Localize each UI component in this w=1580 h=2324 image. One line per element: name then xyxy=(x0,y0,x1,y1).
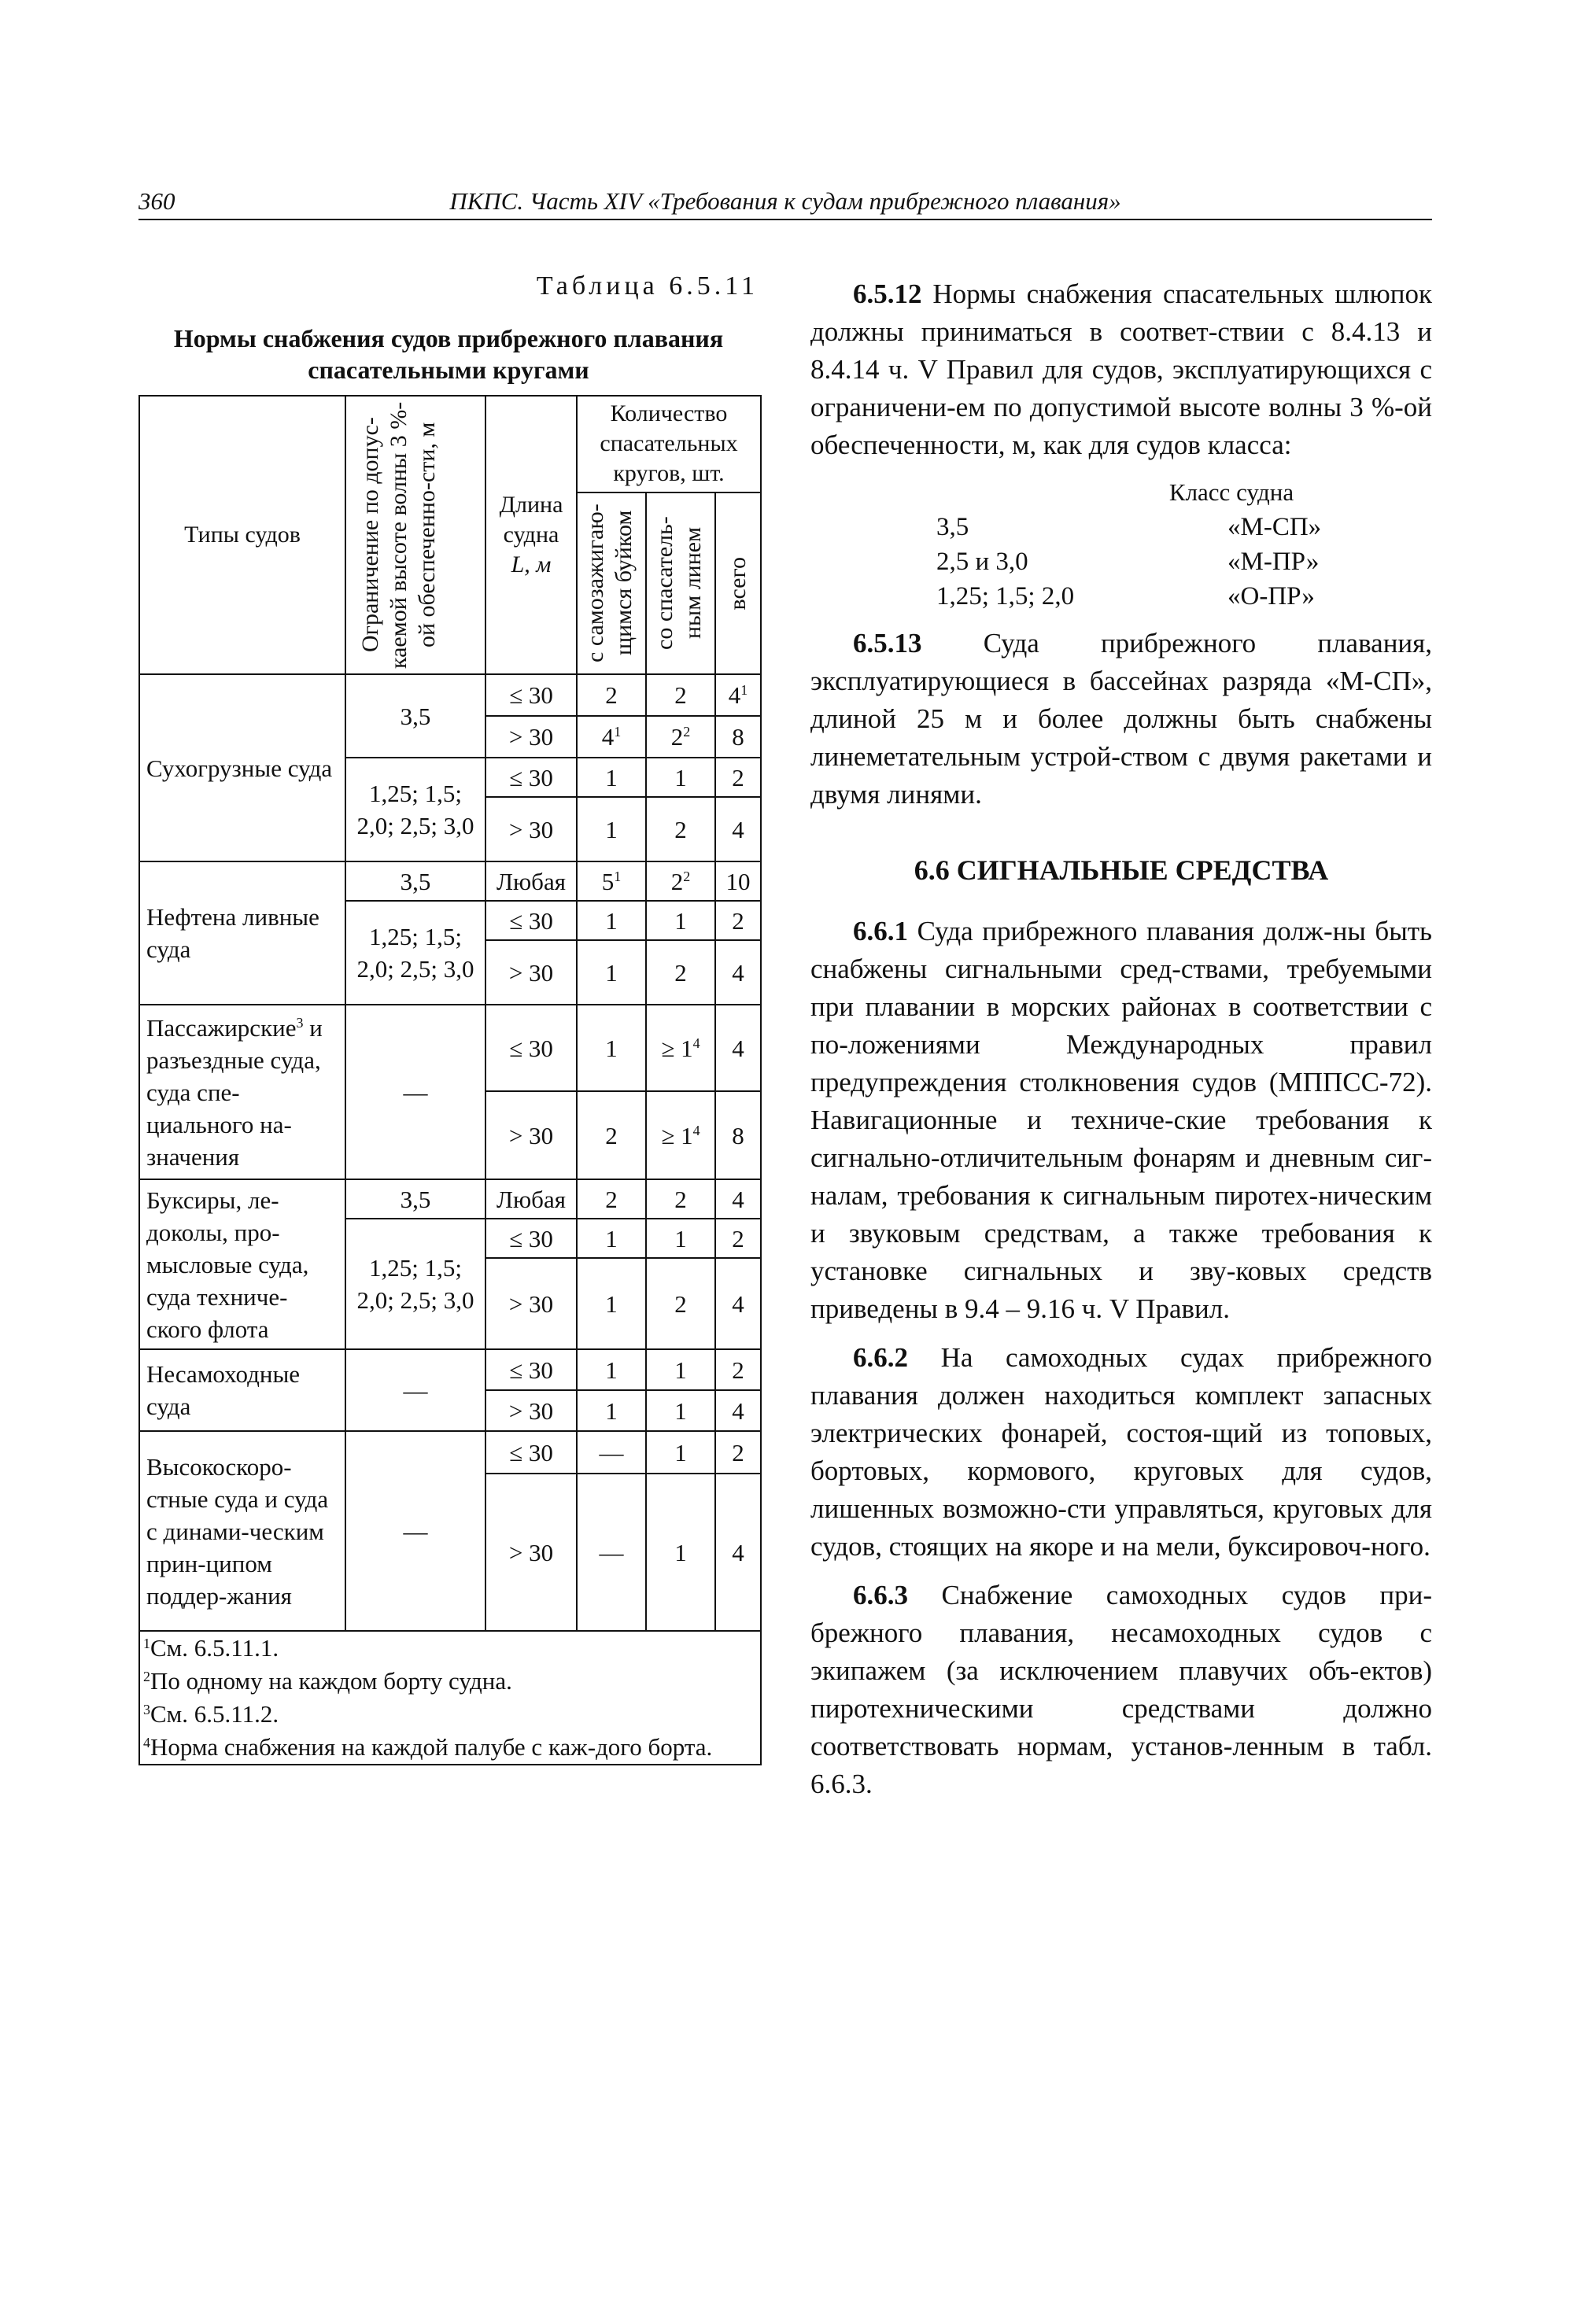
header-quantity: Количество спасательных кругов, шт. xyxy=(577,396,761,492)
list-item: 3,5 «М-СП» xyxy=(936,513,1322,541)
table-row: > 30 1 2 4 xyxy=(139,797,761,861)
section-heading: 6.6 СИГНАЛЬНЫЕ СРЕДСТВА xyxy=(914,854,1329,886)
footnote: $^2$По одному на каждом борту судна. xyxy=(143,1667,512,1695)
right-column xyxy=(810,275,1432,1814)
table-row: > 30 $4^1$ $2^2$ 8 xyxy=(139,716,761,758)
header-self-igniting: с самозажигаю-щимся буйком xyxy=(577,492,646,674)
table-row: > 30 1 2 4 xyxy=(139,940,761,1005)
header-total: всего xyxy=(715,492,761,674)
ship-type-passenger: Пассажирские$^3$ и разъездные суда, суда спе-циального на-значения xyxy=(139,1005,345,1179)
table-row: > 30 — 1 4 xyxy=(139,1474,761,1631)
table-footnotes xyxy=(139,1631,761,1765)
table-row: Буксиры, ле-доколы, про-мысловые суда, суда техниче-ского флота 3,5 Любая 2 2 4 xyxy=(139,1179,761,1219)
footnote: $^1$См. 6.5.11.1. xyxy=(143,1634,279,1662)
ship-type-oil: Нефтена ливные суда xyxy=(139,861,345,1005)
ship-type-highspeed: Высокоскоро-стные суда и суда с динами-ческим прин-ципом поддер-жания xyxy=(139,1431,345,1631)
table-row: > 30 1 2 4 xyxy=(139,1258,761,1349)
lifebuoy-norms-table xyxy=(138,395,762,1765)
header-with-line: со спасатель-ным линем xyxy=(646,492,715,674)
table-row: 1,25; 1,5; 2,0; 2,5; 3,0 ≤ 30 1 1 2 xyxy=(139,758,761,797)
table-title: Нормы снабжения судов прибрежного плавания спасательными кругами xyxy=(173,324,724,384)
paragraph-6-6-1: 6.6.1 Суда прибрежного плавания долж-ны быть снабжены сигнальными сред-ствами, требуемыми при плавании в морских районах в соответствии с по-ложениями Международных правил предупреждения столкновения судов (МППСС-72). Навигационные и техниче-ские требования к сигнально-отличительным фонарям и дневным сиг-налам, требования к сигнальным пиротех-ническим и звуковым средствам, а также требования к установке сигнальных и зву-ковых средств приведены в 9.4 – 9.16 ч. V Правил. xyxy=(810,916,1432,1324)
page-number: 360 xyxy=(138,187,175,215)
list-item: 2,5 и 3,0 «М-ПР» xyxy=(936,548,1320,576)
table-row: 1,25; 1,5; 2,0; 2,5; 3,0 ≤ 30 1 1 2 xyxy=(139,901,761,940)
table-row: > 30 1 1 4 xyxy=(139,1390,761,1431)
running-header xyxy=(138,187,1432,220)
table-row: > 30 2 ≥ $1^4$ 8 xyxy=(139,1091,761,1179)
ship-type-tugs: Буксиры, ле-доколы, про-мысловые суда, суда техниче-ского флота xyxy=(139,1179,345,1349)
ship-type-cargo: Сухогрузные суда xyxy=(139,674,345,861)
header-length: Длина судна L, м xyxy=(485,396,577,674)
table-row: Пассажирские$^3$ и разъездные суда, суда спе-циального на-значения — ≤ 30 1 ≥ $1^4$ 4 xyxy=(139,1005,761,1091)
header-types: Типы судов xyxy=(139,396,345,674)
paragraph-6-6-3: 6.6.3 Снабжение самоходных судов при-брежного плавания, несамоходных судов с экипажем (за исключением плавучих объ-ектов) пиротехническими средствами должно соответствовать нормам, установ-ленным в табл. 6.6.3. xyxy=(810,1580,1433,1799)
paragraph-6-6-2: 6.6.2 На самоходных судах прибрежного плавания должен находиться комплект запасных электрических фонарей, состоя-щий из топовых, бортовых, кормового, круговых для судов, лишенных возможно-сти управляться, круговых для судов, стоящих на якоре и на мели, буксировоч-ного. xyxy=(810,1342,1432,1562)
list-item: 1,25; 1,5; 2,0 «О-ПР» xyxy=(936,582,1315,611)
header-wave-limit: Ограничение по допус-каемой высоте волны 3 %-ой обеспеченно-сти, м xyxy=(345,396,485,674)
running-title: ПКПС. Часть XIV «Требования к судам прибрежного плавания» xyxy=(449,187,1121,215)
table-row: Нефтена ливные суда 3,5 Любая $5^1$ $2^2$ 10 xyxy=(139,861,761,901)
table-row: Высокоскоро-стные суда и суда с динами-ческим прин-ципом поддер-жания — ≤ 30 — 1 2 xyxy=(139,1431,761,1474)
paragraph-6-5-13: 6.5.13 Суда прибрежного плавания, эксплуатирующиеся в бассейнах разряда «М-СП», длиной 25 м и более должны быть снабжены линеметательным устрой-ством с двумя ракетами и двумя линями. xyxy=(810,628,1433,810)
ship-class-table: Класс судна 3,5 «М-СП» 2,5 и 3,0 «М-ПР» 1,25; 1,5; 2,0 «О-ПР» xyxy=(810,475,1432,614)
footnote: $^3$См. 6.5.11.2. xyxy=(143,1700,279,1728)
table-row: Сухогрузные суда 3,5 ≤ 30 2 2 $4^1$ xyxy=(139,674,761,716)
table-row: 1,25; 1,5; 2,0; 2,5; 3,0 ≤ 30 1 1 2 xyxy=(139,1219,761,1258)
ship-type-nonself: Несамоходные суда xyxy=(139,1349,345,1431)
footnote: $^4$Норма снабжения на каждой палубе с каж-дого борта. xyxy=(143,1733,713,1761)
paragraph-6-5-12: 6.5.12 Нормы снабжения спасательных шлюпок должны приниматься в соответ-ствии с 8.4.13 и 8.4.14 ч. V Правил для судов, эксплуатирующихся с ограничени-ем по допустимой высоте волны 3 %-ой обеспеченности, м, как для судов класса: xyxy=(810,279,1433,460)
table-row: Несамоходные суда — ≤ 30 1 1 2 xyxy=(139,1349,761,1390)
table-caption: Таблица 6.5.11 xyxy=(536,271,759,301)
